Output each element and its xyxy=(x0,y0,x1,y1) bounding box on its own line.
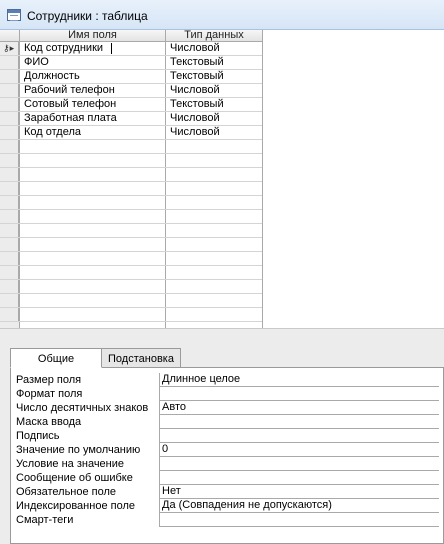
data-type-cell[interactable]: Текстовый xyxy=(170,98,224,110)
empty-field-row[interactable] xyxy=(0,210,262,224)
row-selector[interactable] xyxy=(0,196,19,209)
text-cursor xyxy=(111,43,112,54)
row-selector[interactable] xyxy=(0,266,19,279)
data-type-cell[interactable]: Числовой xyxy=(170,42,220,54)
data-type-cell[interactable]: Числовой xyxy=(170,112,220,124)
property-value[interactable] xyxy=(159,513,439,527)
property-value[interactable]: Нет xyxy=(159,485,439,499)
field-name-cell[interactable]: ФИО xyxy=(24,56,49,68)
row-selector[interactable] xyxy=(0,308,19,321)
property-label: Число десятичных знаков xyxy=(16,402,149,414)
column-header-data-type[interactable]: Тип данных xyxy=(184,30,244,41)
field-properties-pane xyxy=(0,344,444,544)
grid-divider xyxy=(262,30,263,328)
property-label: Смарт-теги xyxy=(16,514,74,526)
column-header-field-name[interactable]: Имя поля xyxy=(68,30,117,41)
field-name-cell[interactable]: Код сотрудники xyxy=(24,42,104,54)
field-design-grid xyxy=(0,30,444,328)
field-name-cell[interactable]: Должность xyxy=(24,70,80,82)
property-value[interactable] xyxy=(159,387,439,401)
field-row[interactable] xyxy=(0,126,262,140)
empty-field-row[interactable] xyxy=(0,154,262,168)
tab-lookup[interactable]: Подстановка xyxy=(101,348,181,368)
row-selector[interactable] xyxy=(0,112,19,125)
empty-field-row[interactable] xyxy=(0,196,262,210)
empty-field-row[interactable] xyxy=(0,308,262,322)
property-value[interactable] xyxy=(159,429,439,443)
property-label: Индексированное поле xyxy=(16,500,135,512)
row-selector[interactable] xyxy=(0,56,19,69)
field-name-cell[interactable]: Заработная плата xyxy=(24,112,117,124)
field-name-cell[interactable]: Рабочий телефон xyxy=(24,84,115,96)
field-row[interactable] xyxy=(0,56,262,70)
pane-splitter[interactable] xyxy=(0,328,444,344)
empty-field-row[interactable] xyxy=(0,140,262,154)
property-label: Сообщение об ошибке xyxy=(16,472,133,484)
data-type-cell[interactable]: Числовой xyxy=(170,126,220,138)
field-name-cell[interactable]: Код отдела xyxy=(24,126,82,138)
row-selector[interactable] xyxy=(0,238,19,251)
grid-header xyxy=(0,30,262,42)
field-row[interactable] xyxy=(0,112,262,126)
table-icon xyxy=(7,9,21,21)
property-label: Формат поля xyxy=(16,388,83,400)
row-selector[interactable] xyxy=(0,294,19,307)
properties-panel xyxy=(10,367,444,544)
row-selector[interactable] xyxy=(0,42,19,55)
property-label: Подпись xyxy=(16,430,60,442)
property-value[interactable]: Да (Совпадения не допускаются) xyxy=(159,499,439,513)
row-selector[interactable] xyxy=(0,210,19,223)
empty-field-row[interactable] xyxy=(0,294,262,308)
window-title: Сотрудники : таблица xyxy=(27,9,148,23)
row-selector[interactable] xyxy=(0,126,19,139)
row-selector[interactable] xyxy=(0,168,19,181)
property-label: Обязательное поле xyxy=(16,486,117,498)
row-selector[interactable] xyxy=(0,252,19,265)
empty-field-row[interactable] xyxy=(0,266,262,280)
field-name-cell[interactable]: Сотовый телефон xyxy=(24,98,117,110)
property-label: Значение по умолчанию xyxy=(16,444,141,456)
row-selector[interactable] xyxy=(0,182,19,195)
field-row[interactable] xyxy=(0,42,262,56)
title-bar xyxy=(0,0,444,30)
data-type-cell[interactable]: Текстовый xyxy=(170,56,224,68)
property-value[interactable]: Авто xyxy=(159,401,439,415)
field-row[interactable] xyxy=(0,98,262,112)
empty-field-row[interactable] xyxy=(0,280,262,294)
field-row[interactable] xyxy=(0,84,262,98)
data-type-cell[interactable]: Текстовый xyxy=(170,70,224,82)
field-row[interactable] xyxy=(0,70,262,84)
property-value[interactable] xyxy=(159,471,439,485)
row-selector[interactable] xyxy=(0,224,19,237)
primary-key-icon: ⚷▸ xyxy=(3,43,15,53)
property-label: Маска ввода xyxy=(16,416,82,428)
empty-field-row[interactable] xyxy=(0,252,262,266)
empty-field-row[interactable] xyxy=(0,224,262,238)
property-value[interactable] xyxy=(159,457,439,471)
data-type-cell[interactable]: Числовой xyxy=(170,84,220,96)
property-label: Размер поля xyxy=(16,374,82,386)
row-selector[interactable] xyxy=(0,84,19,97)
empty-field-row[interactable] xyxy=(0,238,262,252)
property-label: Условие на значение xyxy=(16,458,125,470)
empty-field-row[interactable] xyxy=(0,182,262,196)
empty-field-row[interactable] xyxy=(0,168,262,182)
property-value[interactable] xyxy=(159,415,439,429)
row-selector[interactable] xyxy=(0,98,19,111)
property-value[interactable]: 0 xyxy=(159,443,439,457)
tab-general[interactable]: Общие xyxy=(10,348,102,368)
row-selector[interactable] xyxy=(0,140,19,153)
row-selector[interactable] xyxy=(0,280,19,293)
property-value[interactable]: Длинное целое xyxy=(159,373,439,387)
row-selector[interactable] xyxy=(0,154,19,167)
row-selector[interactable] xyxy=(0,70,19,83)
